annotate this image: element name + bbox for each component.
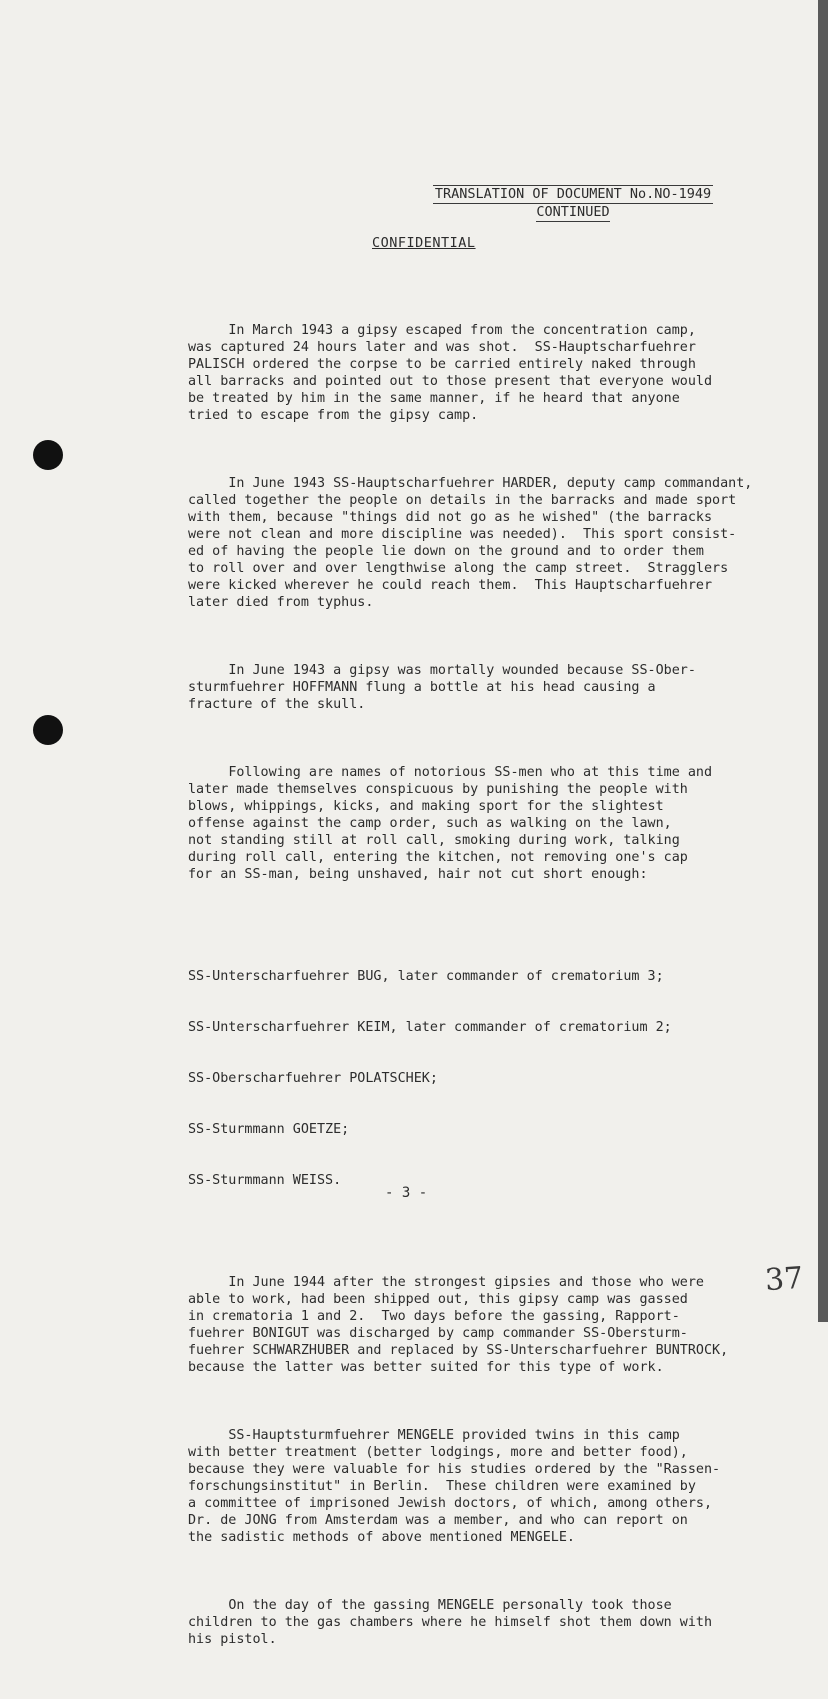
document-header [413, 185, 733, 222]
list-item: SS-Unterscharfuehrer KEIM, later commander of crematorium 2; [188, 1020, 672, 1035]
page-number: - 3 - [385, 1185, 428, 1201]
list-item: SS-Oberscharfuehrer POLATSCHEK; [188, 1071, 438, 1086]
paragraph-june-1944: In June 1944 after the strongest gipsies and those who were able to work, had been shipped out, this gipsy camp was gassed in crematoria 1 and 2. Two days before the gassing, Rapport- fuehrer BONIGUT was discharged by camp commander SS-Obersturm- fuehrer SCHWARZHUBER and replaced by SS-Unterscharfuehrer BUNTROCK, because the latter was better suited for this type of work. [188, 1275, 729, 1375]
continued-label: CONTINUED [536, 204, 610, 220]
names-list [188, 934, 768, 1223]
punch-hole-top [33, 440, 63, 470]
classification-label: CONFIDENTIAL [372, 235, 476, 251]
document-title: TRANSLATION OF DOCUMENT No.NO-1949 [434, 186, 712, 202]
document-body [188, 288, 768, 1699]
list-item: SS-Sturmmann WEISS. [188, 1173, 342, 1188]
page-edge [818, 0, 828, 1322]
paragraph-gassing-day: On the day of the gassing MENGELE personally took those children to the gas chambers where he himself shot them down with his pistol. [188, 1598, 713, 1647]
list-item: SS-Unterscharfuehrer BUG, later commander of crematorium 3; [188, 969, 664, 984]
paragraph-june-1943-hoffmann: In June 1943 a gipsy was mortally wounded because SS-Ober- sturmfuehrer HOFFMANN flung a bottle at his head causing a fracture of the skull. [188, 663, 696, 712]
handwritten-page-number: 37 [763, 1260, 805, 1299]
punch-hole-bottom [33, 715, 63, 745]
paragraph-march-1943: In March 1943 a gipsy escaped from the concentration camp, was captured 24 hours later and was shot. SS-Hauptscharfuehrer PALISCH ordered the corpse to be carried entirely naked through all barracks and pointed out to those present that everyone would be treated by him in the same manner, if he heard that anyone tried to escape from the gipsy camp. [188, 323, 713, 423]
paragraph-notorious-ss-men: Following are names of notorious SS-men who at this time and later made themselves conspicuous by punishing the people with blows, whippings, kicks, and making sport for the slightest offense against the camp order, such as walking on the lawn, not standing still at roll call, smoking during work, talking during roll call, entering the kitchen, not removing one's cap for an SS-man, being unshaved, hair not cut short enough: [188, 765, 713, 882]
list-item: SS-Sturmmann GOETZE; [188, 1122, 350, 1137]
paragraph-mengele-twins: SS-Hauptsturmfuehrer MENGELE provided twins in this camp with better treatment (better lodgings, more and better food), because they were valuable for his studies ordered by the "Rassen- forschungsinstitut" in Berlin. These children were examined by a committee of imprisoned Jewish doctors, of which, among others, Dr. de JONG from Amsterdam was a member, and who can report on the sadistic methods of above mentioned MENGELE. [188, 1428, 721, 1545]
paragraph-june-1943-harder: In June 1943 SS-Hauptscharfuehrer HARDER, deputy camp commandant, called together the people on details in the barracks and made sport with them, because "things did not go as he wished" (the barracks were not clean and more discipline was needed). This sport consist- ed of having the people lie down on the ground and to order them to roll over and over lengthwise along the camp street. Stragglers were kicked wherever he could reach them. This Hauptscharfuehrer later died from typhus. [188, 476, 753, 610]
